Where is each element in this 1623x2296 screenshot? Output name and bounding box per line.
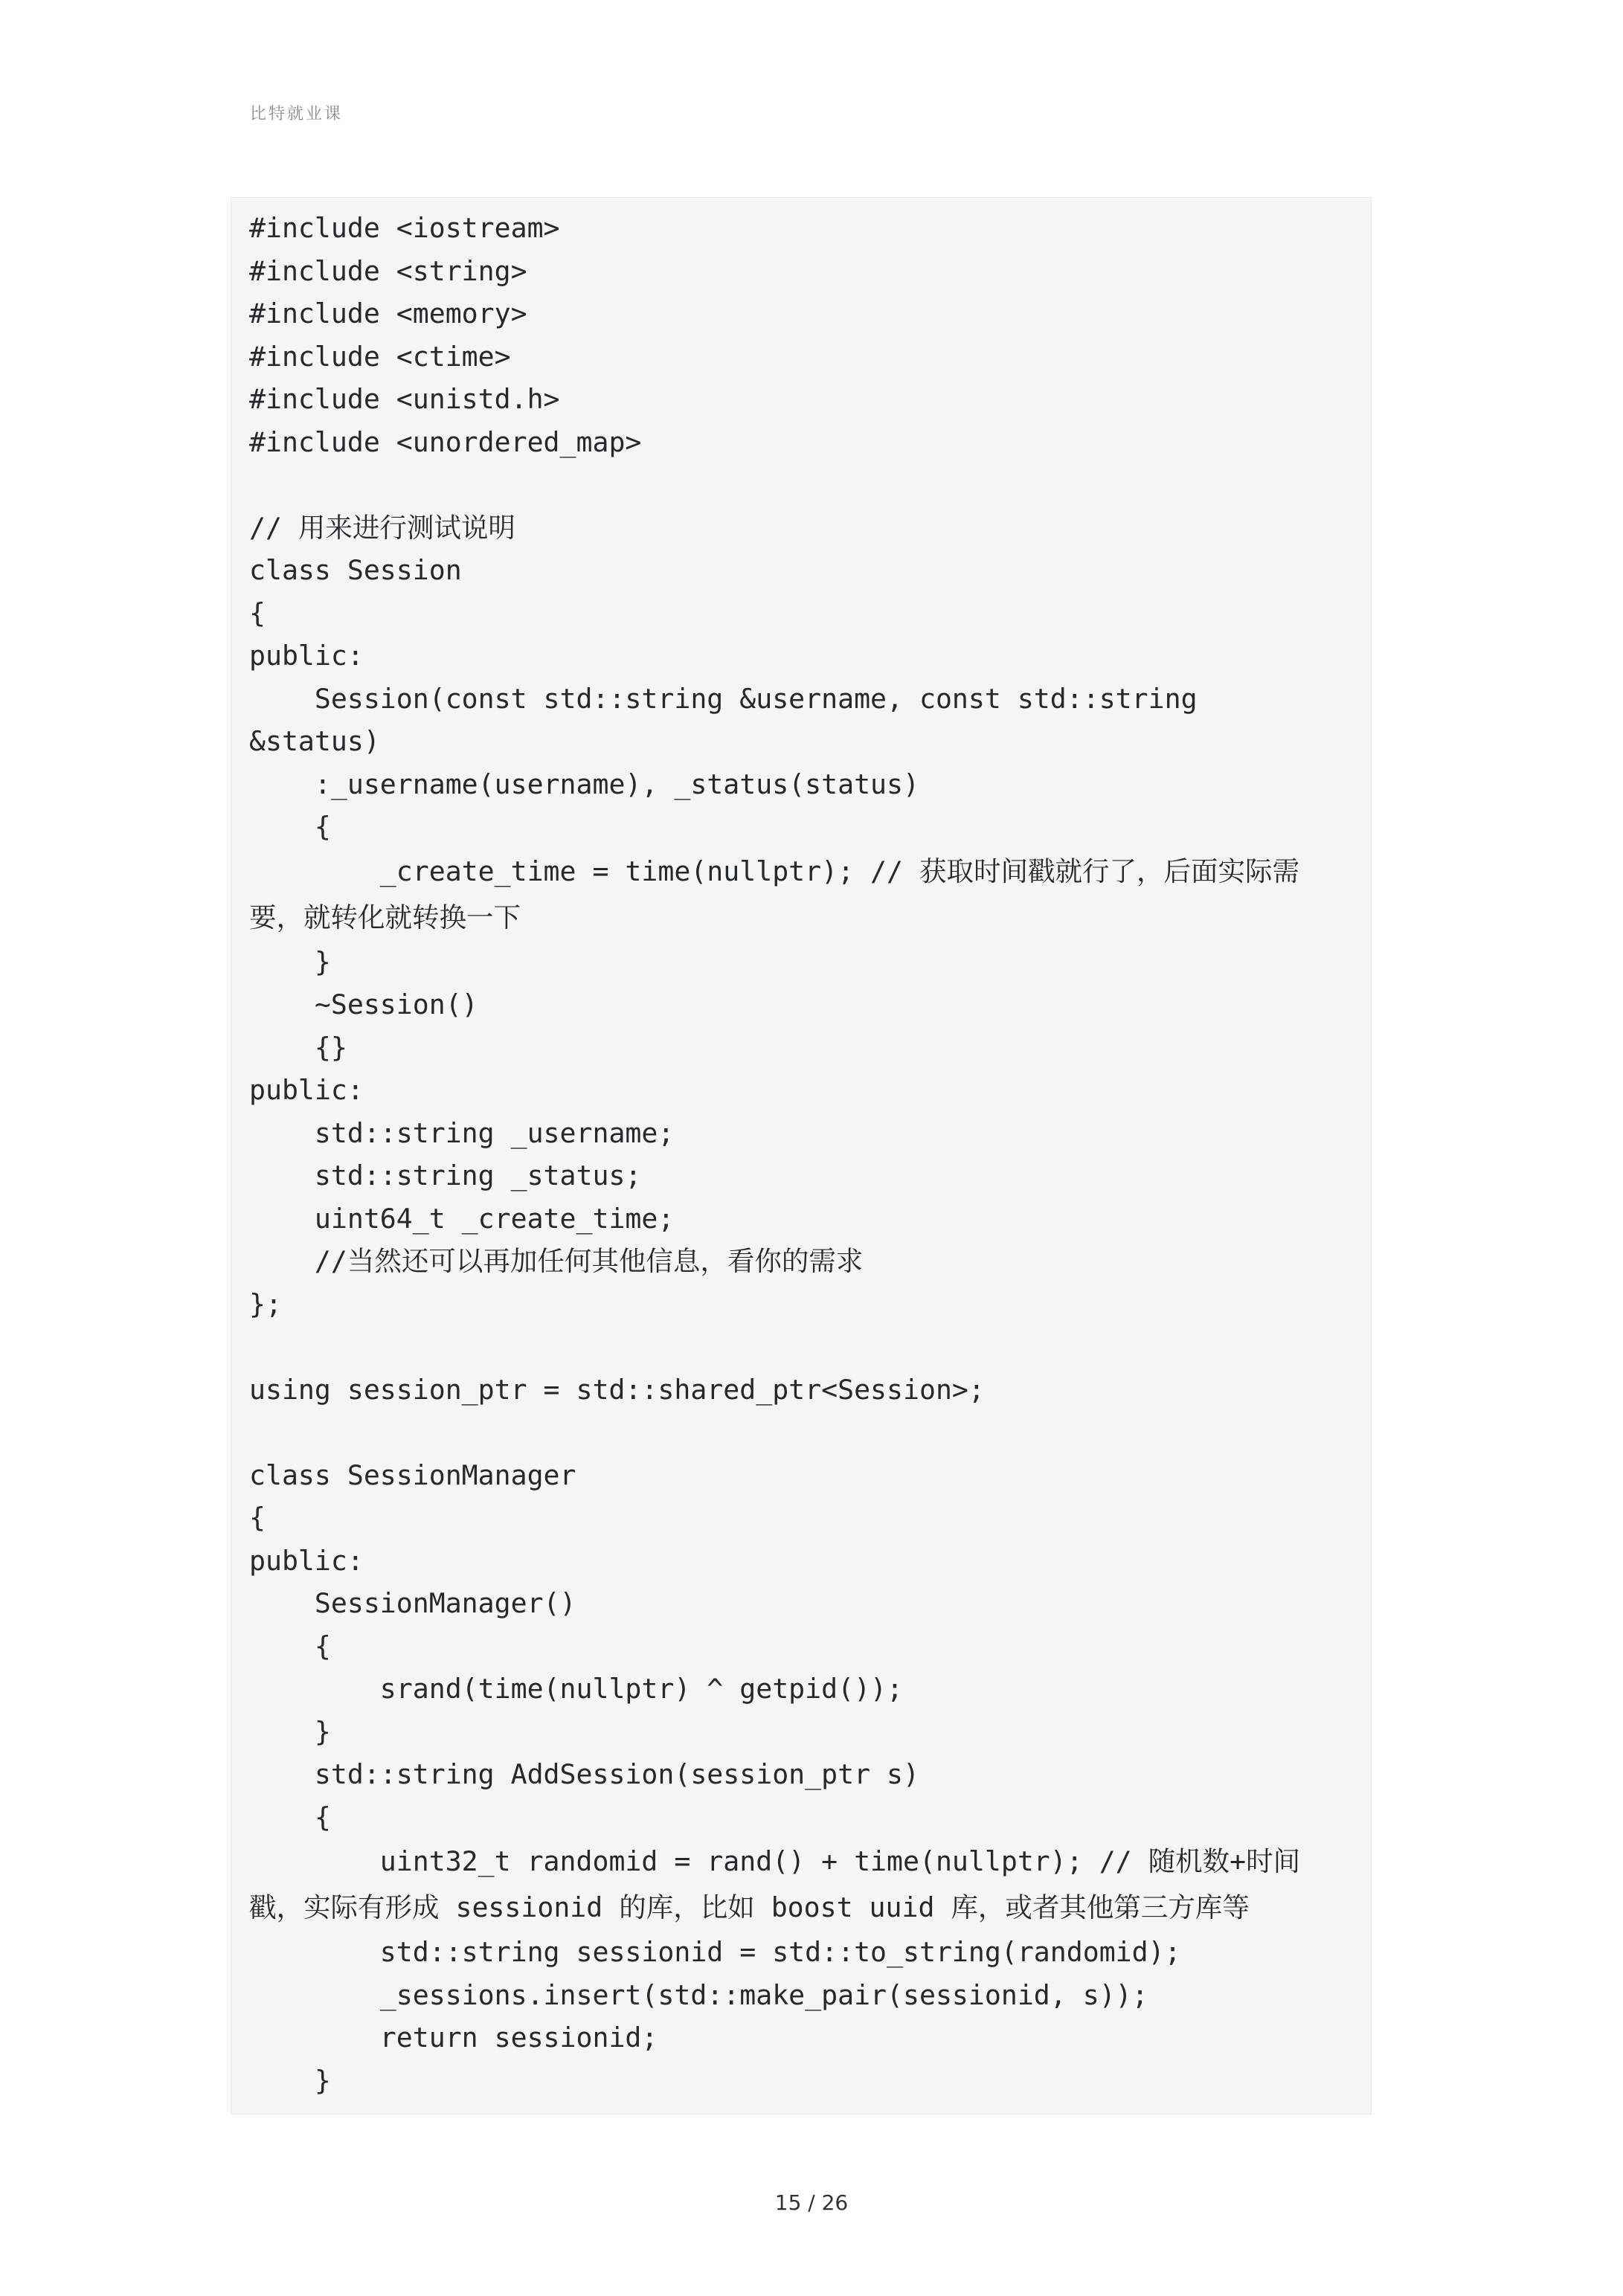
code-line: SessionManager() (249, 1587, 576, 1619)
code-line: #include <memory> (249, 298, 527, 329)
document-header: 比特就业课 (250, 105, 344, 123)
code-line: std::string sessionid = std::to_string(randomid); (249, 1936, 1181, 1968)
code-line (249, 463, 1356, 507)
code-line: { (249, 1630, 331, 1662)
code-line: public: (249, 640, 364, 672)
code-line: } (249, 2064, 331, 2097)
code-line: } (249, 1715, 331, 1748)
code-line: }; (249, 1287, 282, 1320)
code-line: #include <string> (249, 254, 527, 287)
code-line: uint32_t randomid = rand() + time(nullptr); // 随机数+时间 (249, 1845, 1301, 1877)
code-line: #include <iostream> (249, 212, 560, 244)
code-line: :_username(username), _status(status) (249, 768, 919, 800)
code-line (249, 1325, 1356, 1369)
code-block (231, 197, 1372, 2115)
code-line: #include <unordered_map> (249, 425, 642, 458)
code-line: 戳，实际有形成 sessionid 的库，比如 boost uuid 库，或者其他第三方库等 (249, 1891, 1250, 1923)
code-line (249, 1411, 1356, 1454)
code-line: ~Session() (249, 988, 478, 1020)
code-line: #include <ctime> (249, 340, 511, 373)
code-line: #include <unistd.h> (249, 383, 560, 415)
code-line: Session(const std::string &username, const std::string (249, 682, 1198, 715)
code-line: uint64_t _create_time; (249, 1202, 675, 1235)
code-line: // 用来进行测试说明 (249, 511, 515, 544)
code-line: std::string _username; (249, 1116, 675, 1149)
code-line: _sessions.insert(std::make_pair(sessionid, s)); (249, 1978, 1148, 2011)
code-line: return sessionid; (249, 2022, 658, 2054)
code-line: { (249, 1502, 266, 1534)
code-line: _create_time = time(nullptr); // 获取时间戳就行了，后面实际需 (249, 855, 1299, 887)
code-line: &status) (249, 725, 380, 757)
page-number: 15 / 26 (774, 2190, 849, 2215)
code-line: { (249, 811, 331, 843)
code-line: using session_ptr = std::shared_ptr<Session>; (249, 1373, 985, 1406)
code-line: class Session (249, 554, 462, 586)
code-line: { (249, 596, 266, 629)
code-line: std::string _status; (249, 1160, 642, 1192)
code-line: class SessionManager (249, 1459, 576, 1491)
code-lines (249, 207, 1356, 2102)
code-line: //当然还可以再加任何其他信息，看你的需求 (249, 1245, 864, 1277)
code-line: public: (249, 1544, 364, 1577)
code-line: {} (249, 1031, 347, 1064)
code-line: { (249, 1801, 331, 1833)
code-line: } (249, 945, 331, 978)
code-line: std::string AddSession(session_ptr s) (249, 1758, 919, 1790)
code-line: 要，就转化就转换一下 (249, 901, 521, 933)
code-line: srand(time(nullptr) ^ getpid()); (249, 1673, 903, 1705)
code-line: public: (249, 1074, 364, 1106)
